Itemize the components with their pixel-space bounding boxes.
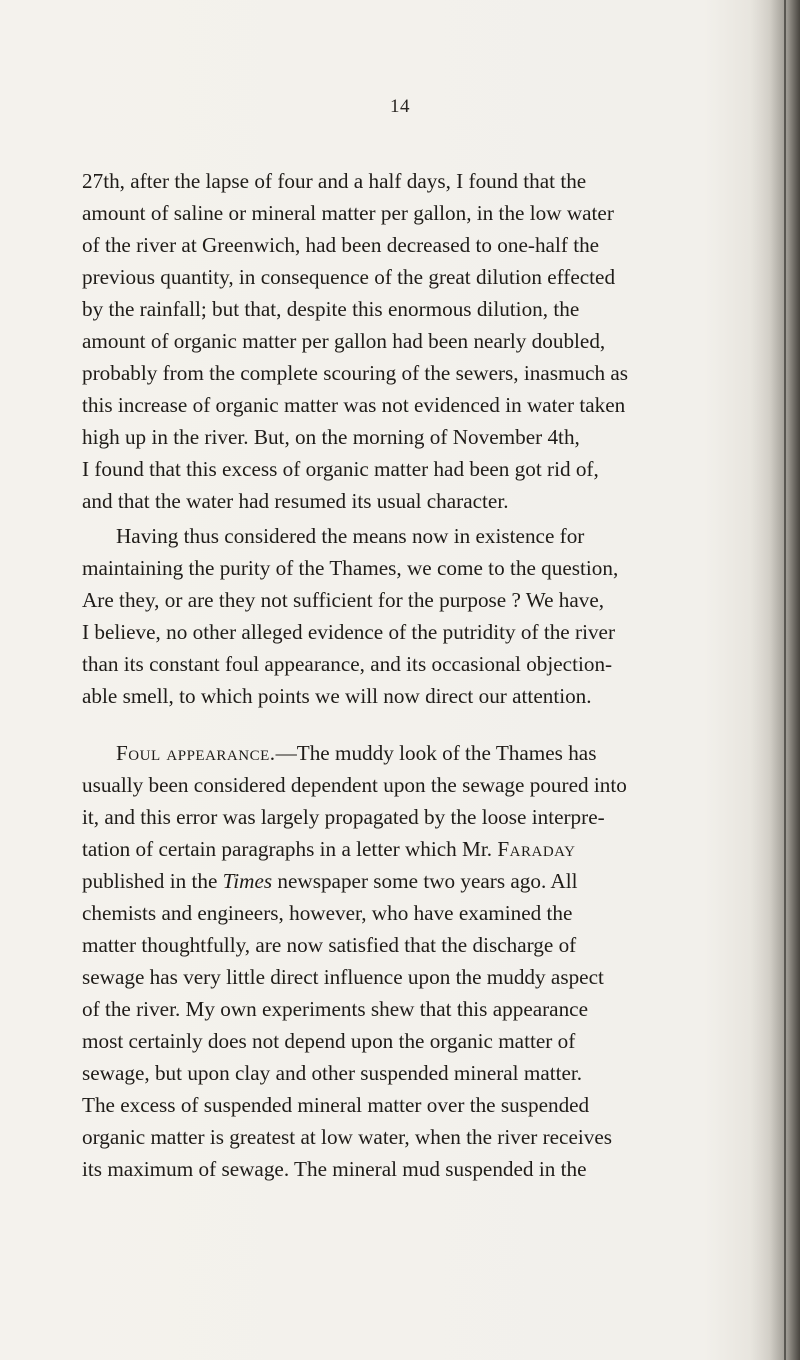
text-line — [82, 865, 578, 897]
section-first-line — [116, 737, 596, 769]
text-line: amount of organic matter per gallon had been nearly doubled, — [82, 329, 606, 353]
text-line: high up in the river. But, on the morning of November 4th, — [82, 425, 580, 449]
text-line: Having thus considered the means now in existence for — [116, 524, 585, 548]
text-line: The excess of suspended mineral matter over the suspended — [82, 1093, 590, 1117]
text-line: sewage has very little direct influence upon the muddy aspect — [82, 965, 604, 989]
text-line — [82, 833, 575, 865]
person-name: Faraday — [497, 837, 576, 861]
text-line: of the river at Greenwich, had been decreased to one-half the — [82, 233, 600, 257]
page-edge-line — [784, 0, 786, 1360]
text-line: Are they, or are they not sufficient for the purpose ? We have, — [82, 588, 605, 612]
text-fragment: newspaper some two years ago. All — [277, 869, 578, 893]
text-fragment: tation of certain paragraphs in a letter which Mr. — [82, 837, 493, 861]
text-fragment: published in the — [82, 869, 218, 893]
text-line: able smell, to which points we will now direct our attention. — [82, 684, 592, 708]
text-line: chemists and engineers, however, who have examined the — [82, 901, 573, 925]
text-line: probably from the complete scouring of the sewers, inasmuch as — [82, 361, 629, 385]
text-line: most certainly does not depend upon the organic matter of — [82, 1029, 576, 1053]
text-line: amount of saline or mineral matter per gallon, in the low water — [82, 201, 614, 225]
text-line: 27th, after the lapse of four and a half days, I found that the — [82, 169, 587, 193]
section-heading: Foul appearance. — [116, 741, 276, 765]
text-line: sewage, but upon clay and other suspended mineral matter. — [82, 1061, 583, 1085]
text-line: by the rainfall; but that, despite this enormous dilution, the — [82, 297, 580, 321]
text-line: its maximum of sewage. The mineral mud suspended in the — [82, 1157, 587, 1181]
text-fragment: —The muddy look of the Thames has — [275, 741, 597, 765]
text-line: this increase of organic matter was not evidenced in water taken — [82, 393, 626, 417]
text-line: organic matter is greatest at low water, when the river receives — [82, 1125, 612, 1149]
text-line: previous quantity, in consequence of the great dilution effected — [82, 265, 616, 289]
text-line: it, and this error was largely propagated by the loose interpre- — [82, 805, 605, 829]
text-line: than its constant foul appearance, and its occasional objection- — [82, 652, 613, 676]
text-line: of the river. My own experiments shew that this appearance — [82, 997, 588, 1021]
newspaper-title: Times — [222, 869, 273, 893]
text-line: and that the water had resumed its usual character. — [82, 489, 509, 513]
text-line: usually been considered dependent upon the sewage poured into — [82, 773, 627, 797]
text-line: maintaining the purity of the Thames, we come to the question, — [82, 556, 619, 580]
page-edge-shadow — [750, 0, 800, 1360]
page-number: 14 — [390, 96, 410, 117]
text-line: I found that this excess of organic matter had been got rid of, — [82, 457, 599, 481]
text-line: I believe, no other alleged evidence of the putridity of the river — [82, 620, 616, 644]
text-line: matter thoughtfully, are now satisfied that the discharge of — [82, 933, 577, 957]
